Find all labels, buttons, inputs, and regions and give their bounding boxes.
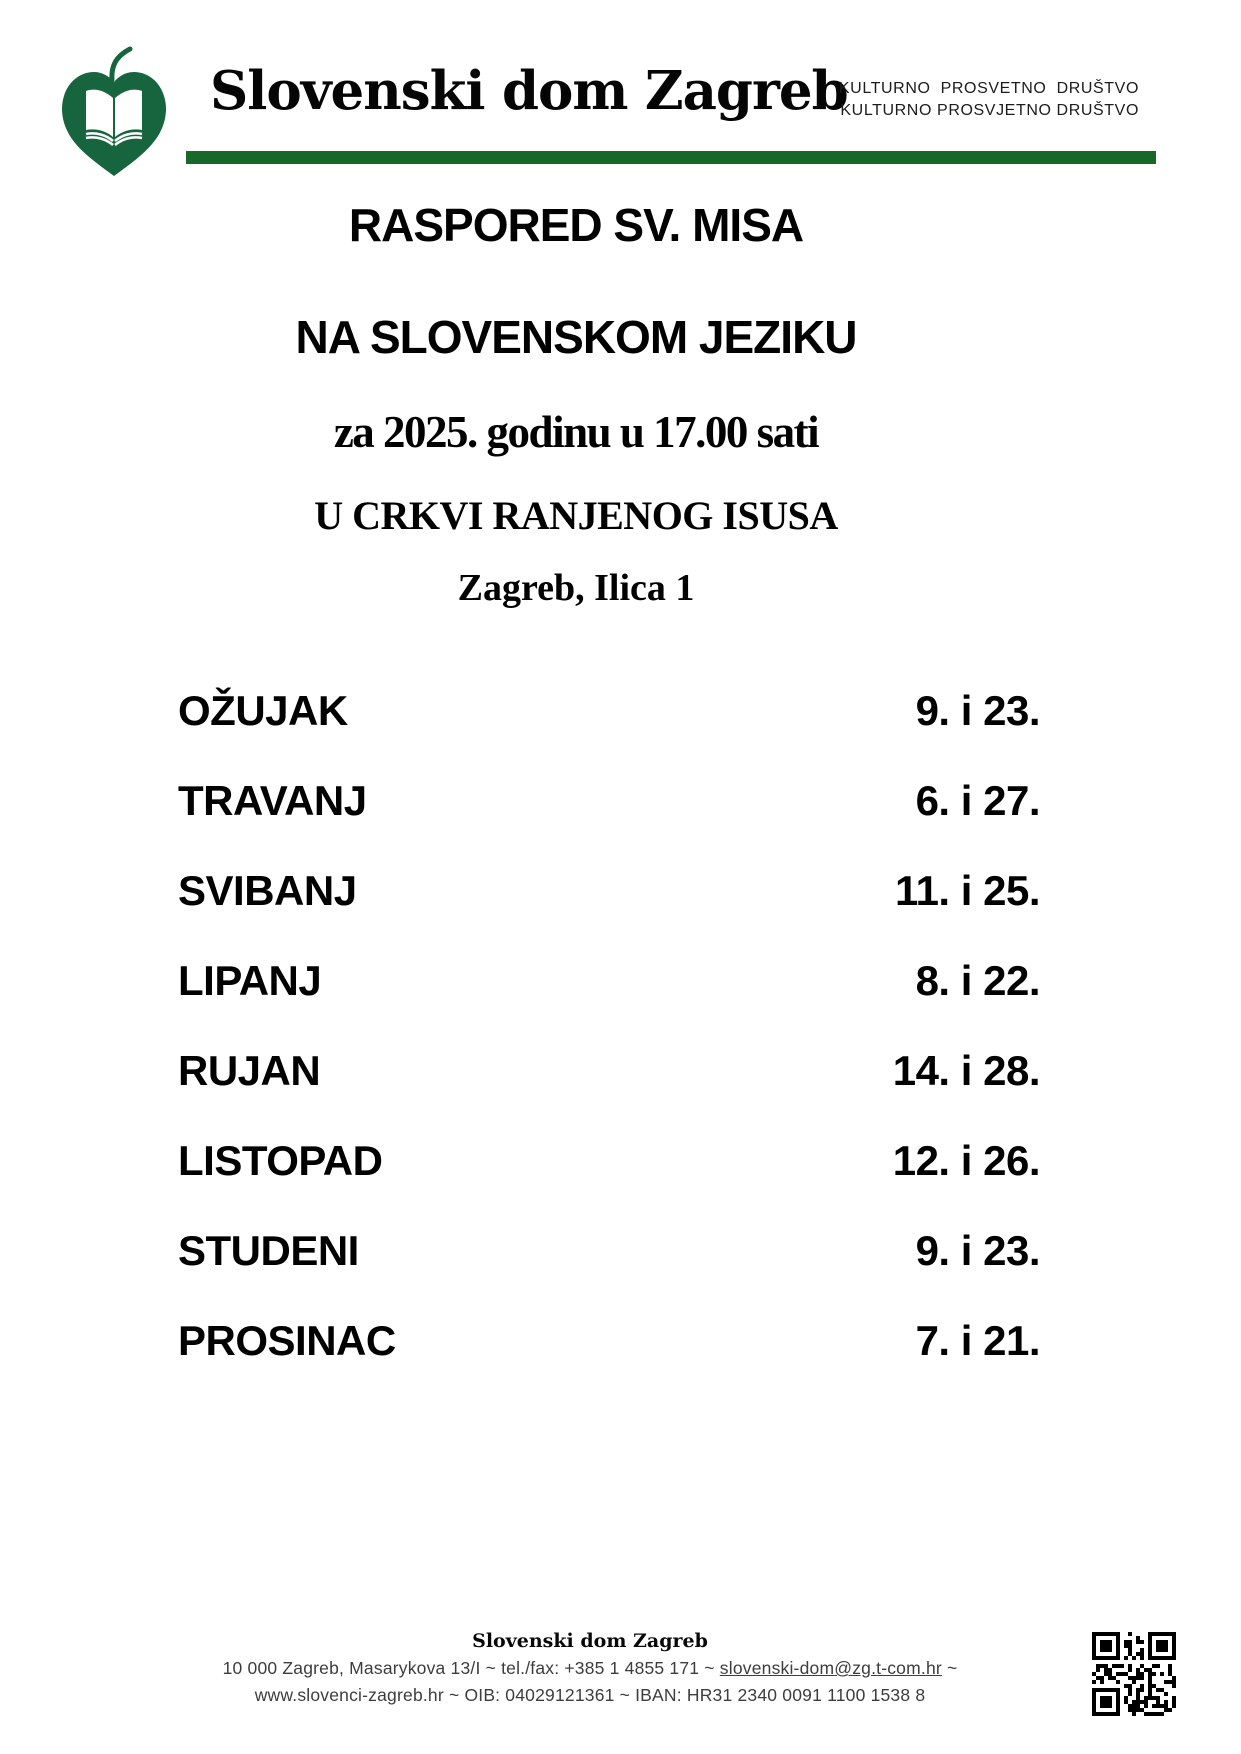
dates-value: 11. i 25. (895, 867, 1040, 914)
month-label: LIPANJ (178, 957, 322, 1004)
leaf-open-book-logo-icon (54, 46, 174, 178)
org-subtitle-line2: KULTURNO PROSVJETNO DRUŠTVO (840, 102, 1139, 119)
org-name-heading: Slovenski dom Zagreb (210, 60, 848, 122)
year-time-line: za 2025. godinu u 17.00 sati (333, 407, 819, 457)
month-label: SVIBANJ (178, 867, 357, 914)
schedule-row (178, 776, 1040, 866)
main-title-line1: RASPORED SV. MISA (348, 199, 804, 251)
dates-value: 14. i 28. (892, 1047, 1040, 1094)
footer-org-name: Slovenski dom Zagreb (472, 1630, 708, 1652)
schedule-table (178, 686, 1040, 1406)
footer-address-line1-prefix: 10 000 Zagreb, Masarykova 13/I ~ tel./fax: +385 1 4855 171 ~ (222, 1658, 720, 1678)
footer-address-line2: www.slovenci-zagreb.hr ~ OIB: 04029121361 ~ IBAN: HR31 2340 0091 1100 1538 8 (254, 1685, 926, 1705)
schedule-row (178, 686, 1040, 776)
month-label: LISTOPAD (178, 1137, 383, 1184)
dates-value: 9. i 23. (915, 1227, 1040, 1274)
dates-value: 9. i 23. (915, 687, 1040, 734)
footer (150, 1630, 1030, 1709)
dates-value: 7. i 21. (915, 1317, 1040, 1364)
org-subtitle-line1: KULTURNO PROSVETNO DRUŠTVO (838, 80, 1139, 97)
schedule-row (178, 956, 1040, 1046)
footer-address-line1 (150, 1655, 1030, 1682)
address-line: Zagreb, Ilica 1 (457, 567, 695, 609)
church-line: U CRKVI RANJENOG ISUSA (314, 493, 838, 538)
dates-value: 6. i 27. (915, 777, 1040, 824)
schedule-row (178, 866, 1040, 956)
schedule-row (178, 1136, 1040, 1226)
schedule-row (178, 1046, 1040, 1136)
month-label: RUJAN (178, 1047, 321, 1094)
month-label: TRAVANJ (178, 777, 367, 824)
footer-email-link[interactable]: slovenski-dom@zg.t-com.hr (719, 1658, 942, 1678)
header-rule (186, 151, 1156, 164)
footer-address-line1-suffix: ~ (941, 1658, 958, 1678)
main-title-line2: NA SLOVENSKOM JEZIKU (295, 311, 857, 363)
org-subtitle (839, 78, 1139, 122)
qr-code-icon (1090, 1630, 1178, 1718)
schedule-row (178, 1226, 1040, 1316)
month-label: STUDENI (178, 1227, 359, 1274)
dates-value: 12. i 26. (892, 1137, 1040, 1184)
dates-value: 8. i 22. (915, 957, 1040, 1004)
schedule-row (178, 1316, 1040, 1406)
month-label: PROSINAC (178, 1317, 396, 1364)
month-label: OŽUJAK (178, 687, 348, 734)
